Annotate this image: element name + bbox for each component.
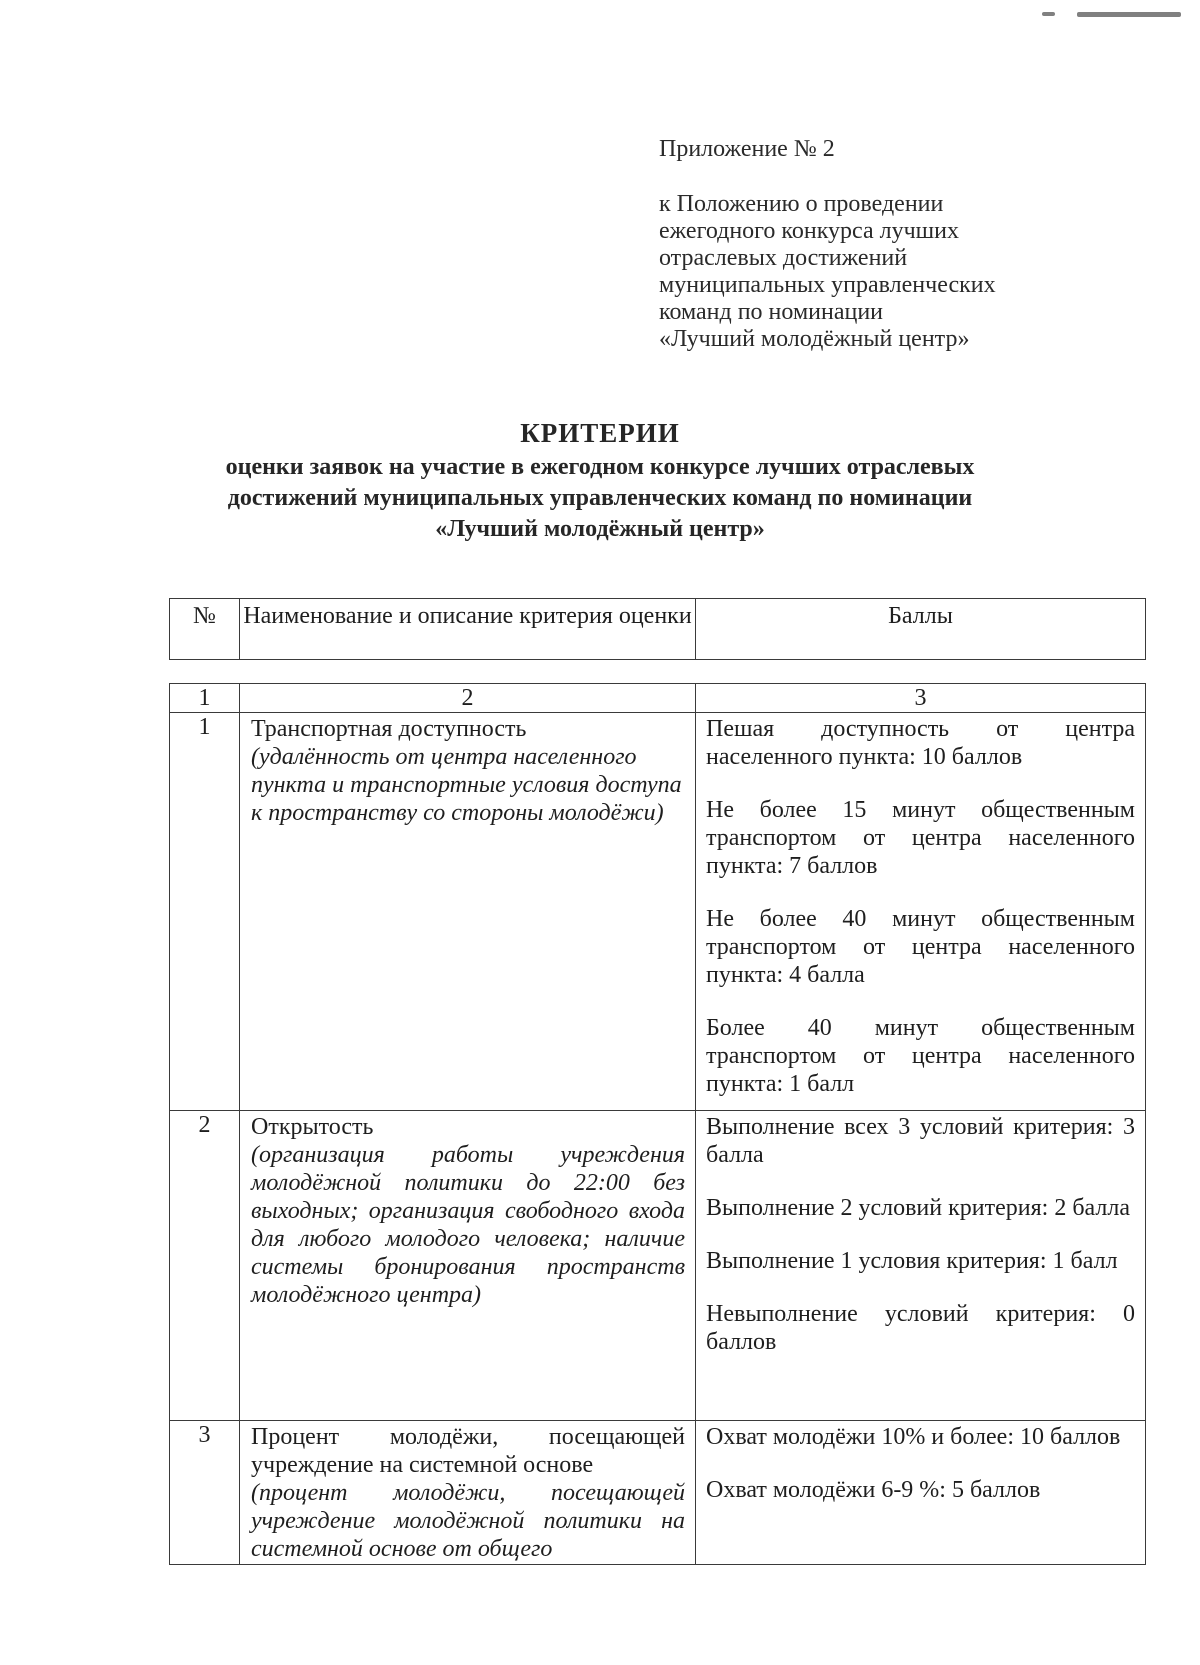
attachment-line: к Положению о проведении <box>659 191 944 217</box>
attachment-title: Приложение № 2 <box>659 136 835 162</box>
header-criterion-name: Наименование и описание критерия оценки <box>240 599 696 660</box>
criterion-cell <box>240 713 696 1111</box>
column-number: 3 <box>696 684 1146 713</box>
criterion-description: (удалённость от центра населенного пункта и транспортные условия доступа к пространству со стороны молодёжи) <box>251 744 682 826</box>
criterion-description: (организация работы учреждения молодёжной политики до 22:00 без выходных; организация свободного входа для любого молодого человека; наличие системы бронирования пространств молодёжного центра) <box>251 1142 685 1308</box>
scan-artifact-mark <box>1042 12 1055 16</box>
subtitle-line: оценки заявок на участие в ежегодном конкурсе лучших отраслевых <box>225 454 975 480</box>
score-option: Невыполнение условий критерия: 0 баллов <box>706 1301 1135 1355</box>
criteria-table-header <box>169 598 1146 660</box>
criterion-title: Транспортная доступность <box>251 716 527 742</box>
header-number: № <box>170 599 240 660</box>
score-option: Охват молодёжи 10% и более: 10 баллов <box>706 1424 1121 1450</box>
criterion-description: (процент молодёжи, посещающей учреждение молодёжной политики на системной основе от общего <box>251 1480 685 1562</box>
scores-cell <box>696 1421 1146 1565</box>
attachment-note <box>659 136 1119 353</box>
criterion-title: Открытость <box>251 1114 374 1140</box>
attachment-line: ежегодного конкурса лучших <box>659 218 959 244</box>
row-number: 2 <box>170 1111 240 1421</box>
header-scores: Баллы <box>696 599 1146 660</box>
criterion-cell <box>240 1421 696 1565</box>
attachment-line: команд по номинации <box>659 299 884 325</box>
table-row <box>170 713 1146 1111</box>
score-option: Не более 15 минут общественным транспортом от центра населенного пункта: 7 баллов <box>706 797 1135 879</box>
row-number: 3 <box>170 1421 240 1565</box>
score-option: Пешая доступность от центра населенного пункта: 10 баллов <box>706 716 1135 770</box>
attachment-line: муниципальных управленческих <box>659 272 996 298</box>
score-option: Выполнение 1 условия критерия: 1 балл <box>706 1248 1118 1274</box>
column-number: 2 <box>240 684 696 713</box>
scores-cell <box>696 1111 1146 1421</box>
score-option: Не более 40 минут общественным транспортом от центра населенного пункта: 4 балла <box>706 906 1135 988</box>
attachment-line: отраслевых достижений <box>659 245 908 271</box>
criteria-table <box>169 683 1146 1565</box>
score-option: Выполнение всех 3 условий критерия: 3 балла <box>706 1114 1135 1168</box>
attachment-line: «Лучший молодёжный центр» <box>659 326 970 352</box>
subtitle-line: достижений муниципальных управленческих команд по номинации <box>227 485 973 511</box>
table-row <box>170 1111 1146 1421</box>
score-option: Выполнение 2 условий критерия: 2 балла <box>706 1195 1130 1221</box>
table-row <box>170 1421 1146 1565</box>
score-option: Более 40 минут общественным транспортом от центра населенного пункта: 1 балл <box>706 1015 1135 1097</box>
criterion-title: Процент молодёжи, посещающей учреждение на системной основе <box>251 1424 685 1478</box>
column-number-row <box>170 684 1146 713</box>
row-number: 1 <box>170 713 240 1111</box>
column-number: 1 <box>170 684 240 713</box>
scores-cell <box>696 713 1146 1111</box>
scan-artifact-mark <box>1077 12 1181 17</box>
document-title: КРИТЕРИИ <box>520 418 680 448</box>
document-subtitle <box>100 452 1100 545</box>
subtitle-line: «Лучший молодёжный центр» <box>435 516 765 542</box>
score-option: Охват молодёжи 6-9 %: 5 баллов <box>706 1477 1041 1503</box>
criterion-cell <box>240 1111 696 1421</box>
